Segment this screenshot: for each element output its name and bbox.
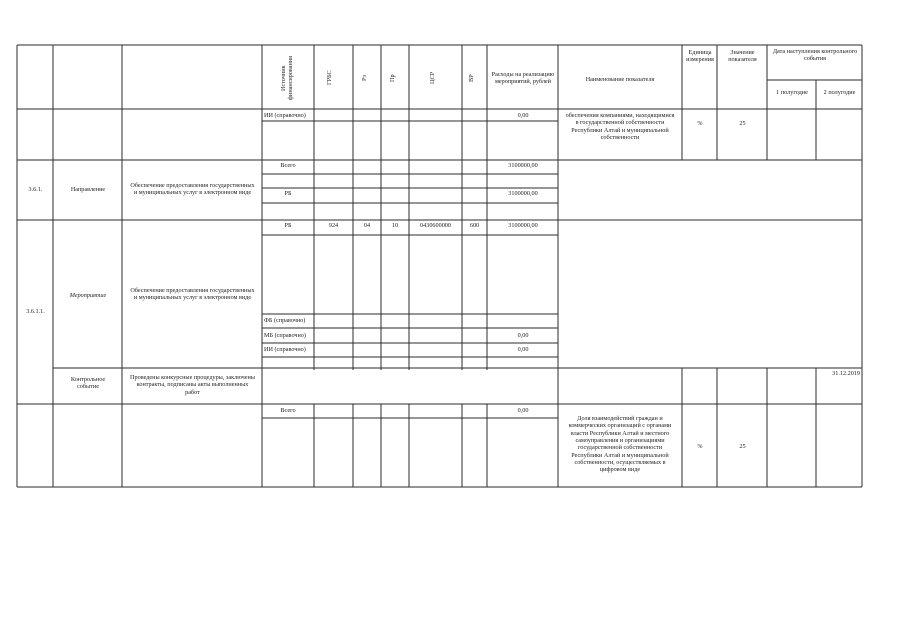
block3-amount-ii: 0,00 — [517, 346, 529, 353]
block1-indicator: обеспечения компаниями, находящимися в государственной собственности Республики Алтай и муниципальной собственности — [565, 112, 675, 141]
block2-source-total: Всего — [280, 162, 296, 169]
block3-source-mb: МБ (справочно) — [264, 332, 306, 339]
block4-name: Проведены конкурсные процедуры, заключены контракты, подписаны акты выполненных работ — [130, 374, 255, 396]
block3-pr: 10 — [391, 222, 399, 229]
header-csr: ЦСР — [429, 71, 436, 85]
header-half2: 2 полугодие — [823, 89, 856, 96]
block3-source-ii: ИИ (справочно) — [264, 346, 306, 353]
header-half1: 1 полугодие — [776, 89, 808, 96]
block5-unit: % — [697, 443, 703, 450]
block1-value: 25 — [739, 120, 746, 127]
block3-rz: 04 — [363, 222, 371, 229]
block5-source: Всего — [280, 407, 296, 414]
header-source: Источник финансирования — [280, 56, 294, 100]
block2-kind: Направление — [70, 186, 106, 193]
block5-indicator: Доля взаимодействий граждан и коммерческих организаций с органами власти Республики Алтай и местного самоуправления и организациями государственной собственности Республики Алтай и муниципальной собственности, осуществляемых в цифровом виде — [568, 415, 672, 474]
header-grbs: ГРБС — [326, 70, 333, 86]
block2-amount-total: 3100000,00 — [508, 162, 538, 169]
header-unit: Единица измерения — [686, 49, 714, 64]
block5-value: 25 — [739, 443, 746, 450]
header-expenses: Расходы на реализацию мероприятий, рублей — [491, 71, 555, 86]
block3-source-fb: ФБ (справочно) — [264, 317, 306, 324]
block1-unit: % — [697, 120, 703, 127]
block3-name: Обеспечение предоставления государственных и муниципальных услуг в электронном виде — [130, 287, 255, 302]
block3-grbs: 924 — [328, 222, 339, 229]
header-pr: Пр — [389, 74, 396, 82]
block3-csr: 0430600000 — [420, 222, 451, 229]
block3-vr: 600 — [469, 222, 480, 229]
block3-source-rb: РБ — [284, 222, 292, 229]
block3-kind: Мероприятие — [69, 292, 107, 299]
header-vr: ВР — [468, 74, 475, 82]
block3-number: 3.6.1.1. — [26, 308, 45, 315]
block5-amount: 0,00 — [517, 407, 529, 414]
header-rz: Рз — [361, 75, 368, 81]
block2-source-rb: РБ — [284, 190, 292, 197]
block1-amount: 0,00 — [517, 112, 529, 119]
block3-amount-mb: 0,00 — [517, 332, 529, 339]
header-value: Значение показателя — [728, 49, 757, 64]
block1-source: ИИ (справочно) — [264, 112, 306, 119]
header-control-date: Дата наступления контрольного события — [772, 48, 858, 63]
block2-name: Обеспечение предоставления государственных и муниципальных услуг в электронном виде — [130, 182, 255, 197]
block4-date: 31.12.2019 — [832, 370, 860, 377]
block3-amount-rb: 3100000,00 — [508, 222, 538, 229]
block2-number: 3.6.1. — [28, 186, 43, 193]
header-indicator: Наименование показателя — [585, 76, 655, 83]
block4-kind: Контрольное событие — [70, 376, 106, 391]
block2-amount-rb: 3100000,00 — [508, 190, 538, 197]
